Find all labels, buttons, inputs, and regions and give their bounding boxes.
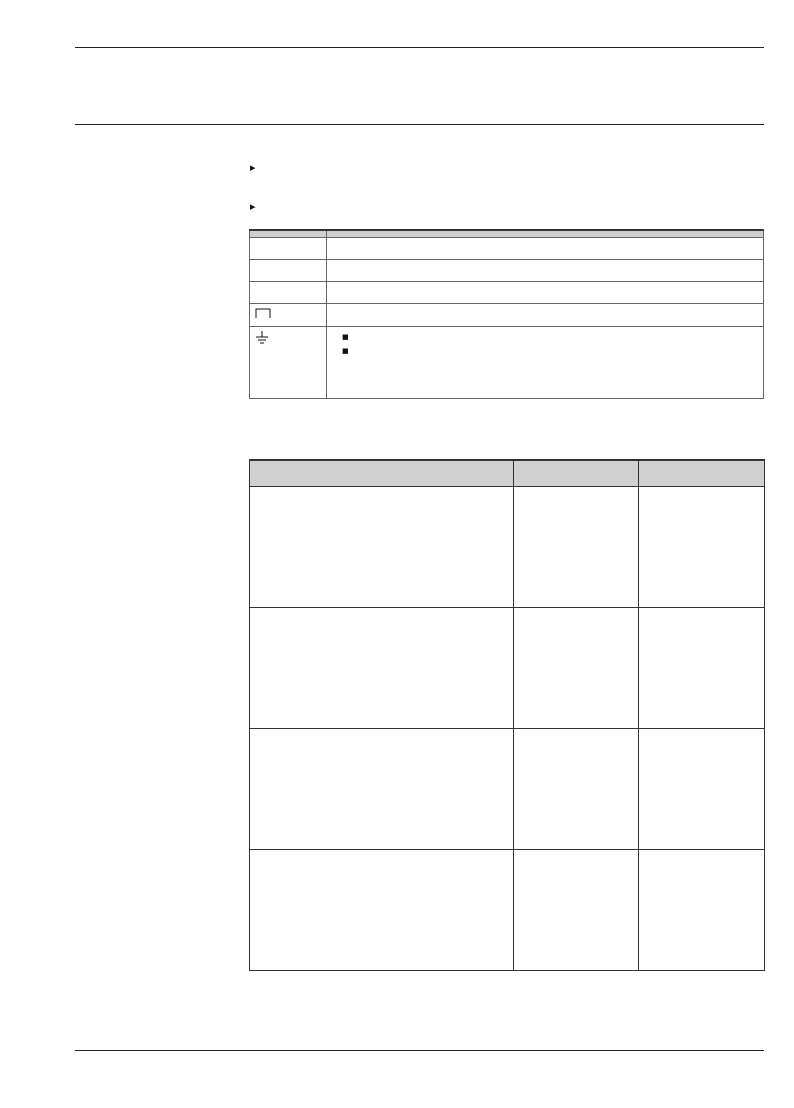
- column-header: [639, 460, 765, 487]
- bullet-arrow-icon: ▸: [250, 161, 256, 174]
- column-header: [327, 230, 764, 238]
- wiring-diagram: [639, 608, 765, 729]
- description-cell: [327, 327, 764, 399]
- wiring-diagram: [514, 850, 639, 971]
- row-label: [250, 608, 514, 729]
- table-row: [250, 327, 764, 399]
- terminal-cell: [250, 238, 327, 260]
- ground-list: [332, 330, 758, 358]
- column-header: [514, 460, 639, 487]
- table-row: [250, 238, 764, 260]
- section-rule: [75, 124, 764, 125]
- table-row: [250, 304, 764, 327]
- terminal-cell: [250, 304, 327, 327]
- terminal-cell: [250, 282, 327, 304]
- terminal-table: [249, 229, 764, 399]
- notice-item2: [250, 200, 263, 214]
- wiring-diagram: [639, 850, 765, 971]
- row-label: [250, 850, 514, 971]
- table-header-row: [250, 460, 765, 487]
- footer-rule: [75, 1050, 764, 1051]
- description-cell: [327, 304, 764, 327]
- notice-item1: [250, 161, 263, 175]
- row-label: [250, 729, 514, 850]
- row-label: [250, 487, 514, 608]
- terminal-cell: [250, 327, 327, 399]
- table-row: [250, 282, 764, 304]
- wiring-diagram: [514, 729, 639, 850]
- description-cell: [327, 282, 764, 304]
- description-cell: [327, 238, 764, 260]
- table-row: [250, 850, 765, 971]
- column-header: [250, 230, 327, 238]
- column-header: [250, 460, 514, 487]
- ground-icon: [255, 330, 269, 344]
- list-item: [342, 344, 758, 358]
- table-row: [250, 729, 765, 850]
- description-cell: [327, 260, 764, 282]
- header-rule: [75, 47, 764, 48]
- table-row: [250, 608, 765, 729]
- connection-table: [249, 459, 765, 971]
- terminal-cell: [250, 260, 327, 282]
- wiring-diagram: [639, 487, 765, 608]
- aux-terminal-icon: [255, 307, 271, 319]
- table-header-row: [250, 230, 764, 238]
- wiring-diagram: [514, 608, 639, 729]
- table-row: [250, 487, 765, 608]
- list-item: [342, 330, 758, 344]
- wiring-diagram: [514, 487, 639, 608]
- wiring-diagram: [639, 729, 765, 850]
- table-row: [250, 260, 764, 282]
- bullet-arrow-icon: ▸: [250, 200, 256, 213]
